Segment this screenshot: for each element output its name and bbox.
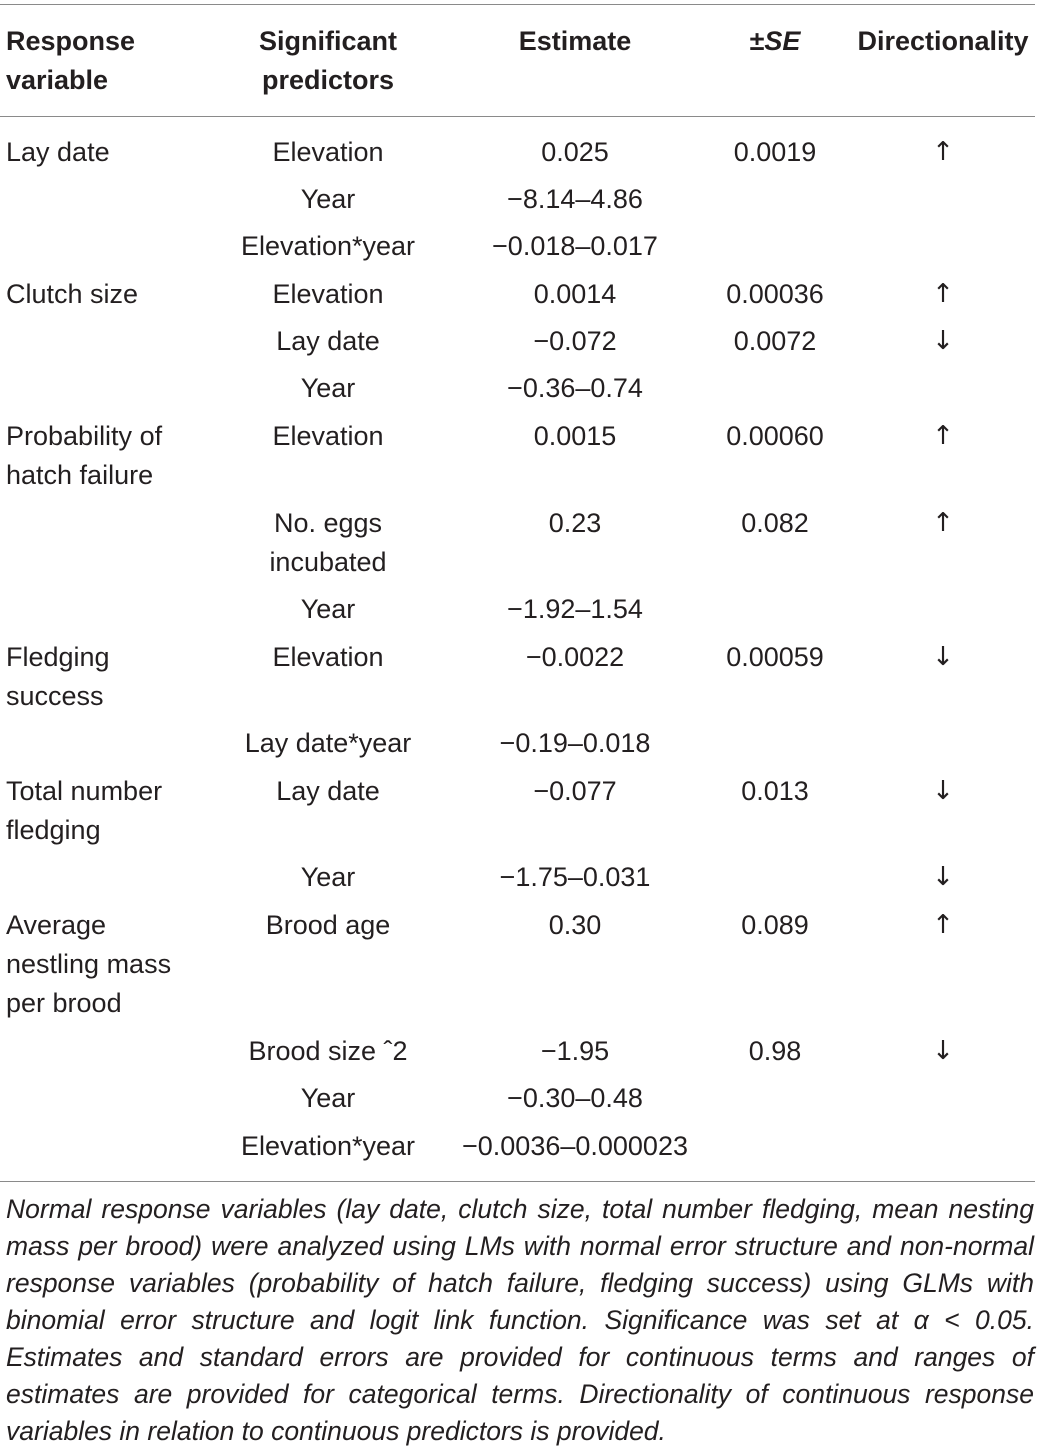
response-cell: Fledging success: [6, 642, 110, 711]
predictor-cell: Elevation: [272, 421, 384, 451]
response-cell: Clutch size: [6, 279, 139, 309]
direction-arrow-icon: ↓: [932, 776, 954, 806]
estimate-cell: 0.30: [548, 910, 602, 940]
estimate-cell: −8.14–4.86: [507, 184, 643, 214]
predictor-cell: Elevation: [272, 642, 384, 672]
estimate-cell: −1.92–1.54: [507, 594, 643, 624]
se-cell: 0.082: [741, 508, 809, 538]
direction-arrow-icon: ↓: [932, 862, 954, 892]
predictor-cell: Brood age: [265, 910, 391, 940]
se-cell: 0.98: [748, 1036, 802, 1066]
predictor-cell: Lay date*year: [244, 728, 412, 758]
estimate-cell: −0.36–0.74: [507, 373, 643, 403]
table-footnote: Normal response variables (lay date, clutch size, total number fledging, mean nesting mass per brood) were analyzed using LMs with normal error structure and non-normal response variables (probability of hatch failure, fledging success) using GLMs with binomial error structure and logit link function. Significance was set at α < 0.05. Estimates and standard errors are provided for continuous terms and ranges of estimates are provided for categorical terms. Directionality of continuous response variables in relation to continuous predictors is provided.: [6, 1194, 1034, 1446]
predictor-cell: Elevation*year: [240, 231, 416, 261]
response-cell: Lay date: [6, 137, 110, 167]
bottom-rule: [0, 1181, 1035, 1182]
se-cell: 0.00059: [726, 642, 824, 672]
estimate-cell: −0.0036–0.000023: [462, 1131, 688, 1161]
estimate-cell: −1.75–0.031: [499, 862, 651, 892]
estimate-cell: 0.025: [541, 137, 609, 167]
response-cell: Total number fledging: [6, 776, 163, 845]
predictor-cell: Year: [300, 184, 356, 214]
predictor-cell: Year: [300, 594, 356, 624]
estimate-cell: 0.23: [548, 508, 602, 538]
direction-arrow-icon: ↓: [932, 642, 954, 672]
se-cell: 0.00060: [726, 421, 824, 451]
direction-arrow-icon: ↑: [932, 137, 954, 167]
header-significant-predictors: Significant predictors: [258, 26, 397, 95]
predictor-cell: Elevation: [272, 279, 384, 309]
estimate-cell: −0.072: [533, 326, 617, 356]
predictor-cell: Year: [300, 373, 356, 403]
se-cell: 0.013: [741, 776, 809, 806]
se-cell: 0.089: [741, 910, 809, 940]
header-rule: [0, 116, 1035, 117]
predictor-cell: Year: [300, 862, 356, 892]
estimate-cell: −1.95: [540, 1036, 610, 1066]
direction-arrow-icon: ↓: [932, 326, 954, 356]
response-cell: Probability of hatch failure: [6, 421, 163, 490]
estimate-cell: 0.0015: [533, 421, 617, 451]
predictor-cell: Elevation*year: [240, 1131, 416, 1161]
predictor-cell: Year: [300, 1083, 356, 1113]
estimate-cell: −0.19–0.018: [499, 728, 651, 758]
se-cell: 0.0019: [733, 137, 817, 167]
predictor-cell: Lay date: [276, 326, 380, 356]
direction-arrow-icon: ↑: [932, 279, 954, 309]
predictor-cell: Lay date: [276, 776, 380, 806]
estimate-cell: −0.018–0.017: [492, 231, 658, 261]
se-cell: 0.0072: [733, 326, 817, 356]
header-estimate: Estimate: [518, 26, 632, 56]
direction-arrow-icon: ↑: [932, 508, 954, 538]
predictor-cell: Brood size ˆ2: [248, 1036, 408, 1066]
direction-arrow-icon: ↑: [932, 910, 954, 940]
estimate-cell: −0.30–0.48: [507, 1083, 643, 1113]
predictor-cell: Elevation: [272, 137, 384, 167]
top-rule: [0, 4, 1035, 5]
direction-arrow-icon: ↓: [932, 1036, 954, 1066]
estimate-cell: −0.077: [533, 776, 617, 806]
estimate-cell: −0.0022: [525, 642, 625, 672]
se-cell: 0.00036: [726, 279, 824, 309]
header-se: ±SE: [749, 26, 801, 56]
estimate-cell: 0.0014: [533, 279, 617, 309]
direction-arrow-icon: ↑: [932, 421, 954, 451]
header-response-variable: Response variable: [6, 26, 136, 95]
response-cell: Average nestling mass per brood: [6, 910, 172, 1018]
header-directionality: Directionality: [857, 26, 1029, 56]
predictor-cell: No. eggs incubated: [269, 508, 387, 577]
